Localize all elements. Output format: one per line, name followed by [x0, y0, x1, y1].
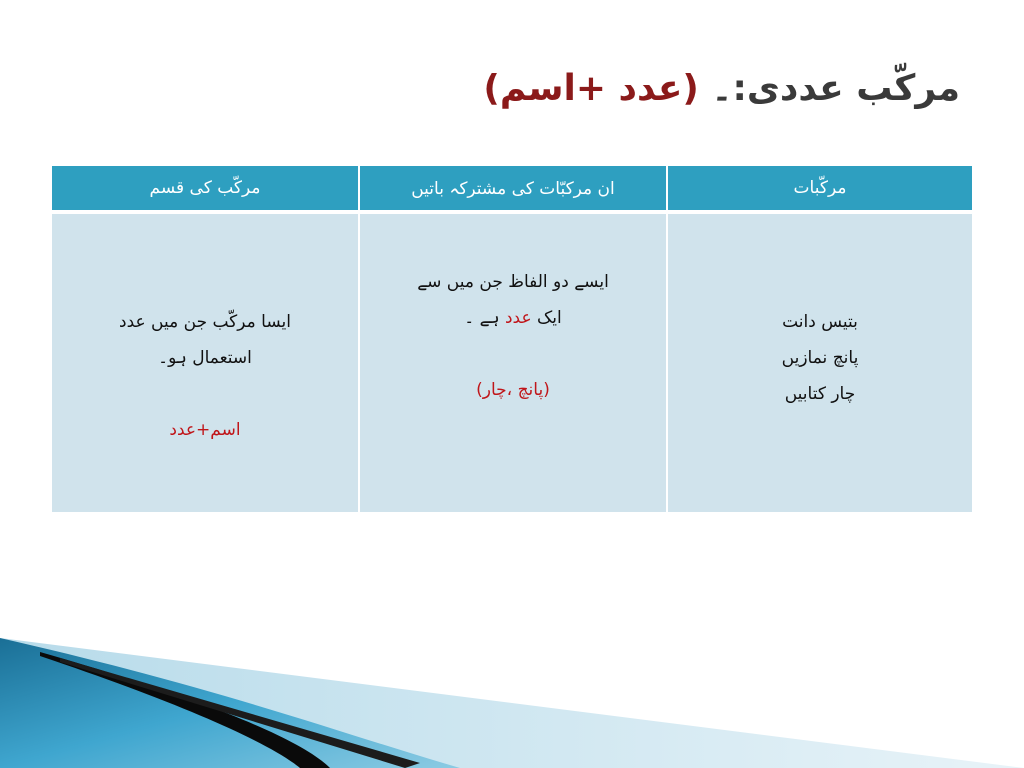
type-line-1: ایسا مرکّب جن میں عدد	[119, 312, 291, 332]
compound-example-1: بتیس دانت	[782, 312, 858, 332]
cell-compound-type	[52, 214, 358, 514]
feature-line-2-pre: ایک	[531, 308, 562, 328]
type-formula: اسم+عدد	[169, 420, 241, 440]
feature-line-1: ایسے دو الفاظ جن میں سے	[417, 272, 609, 292]
header-compounds: مرکّبات	[666, 166, 972, 214]
feature-line-2	[360, 300, 666, 336]
spacer	[360, 336, 666, 372]
feature-example: (پانچ ،چار)	[476, 380, 550, 400]
compound-example-2: پانچ نمازیں	[781, 348, 859, 368]
compound-example-3: چار کتابیں	[784, 384, 856, 404]
decorative-swoosh	[0, 638, 1024, 768]
cell-common-features	[358, 214, 666, 514]
type-line-2: استعمال ہو۔	[158, 348, 252, 368]
header-common-features: ان مرکبّات کی مشترکہ باتیں	[358, 166, 666, 214]
feature-line-2-post: ہے ۔	[464, 308, 505, 328]
header-compound-type: مرکّب کی قسم	[52, 166, 358, 214]
title-main: مرکّب عددی:۔	[698, 68, 960, 109]
spacer	[52, 376, 358, 412]
comparison-table	[52, 166, 972, 514]
title-formula: (عدد +اسم)	[483, 68, 699, 109]
feature-line-2-highlight: عدد	[504, 308, 532, 328]
cell-compounds	[666, 214, 972, 514]
slide-title	[483, 68, 960, 109]
